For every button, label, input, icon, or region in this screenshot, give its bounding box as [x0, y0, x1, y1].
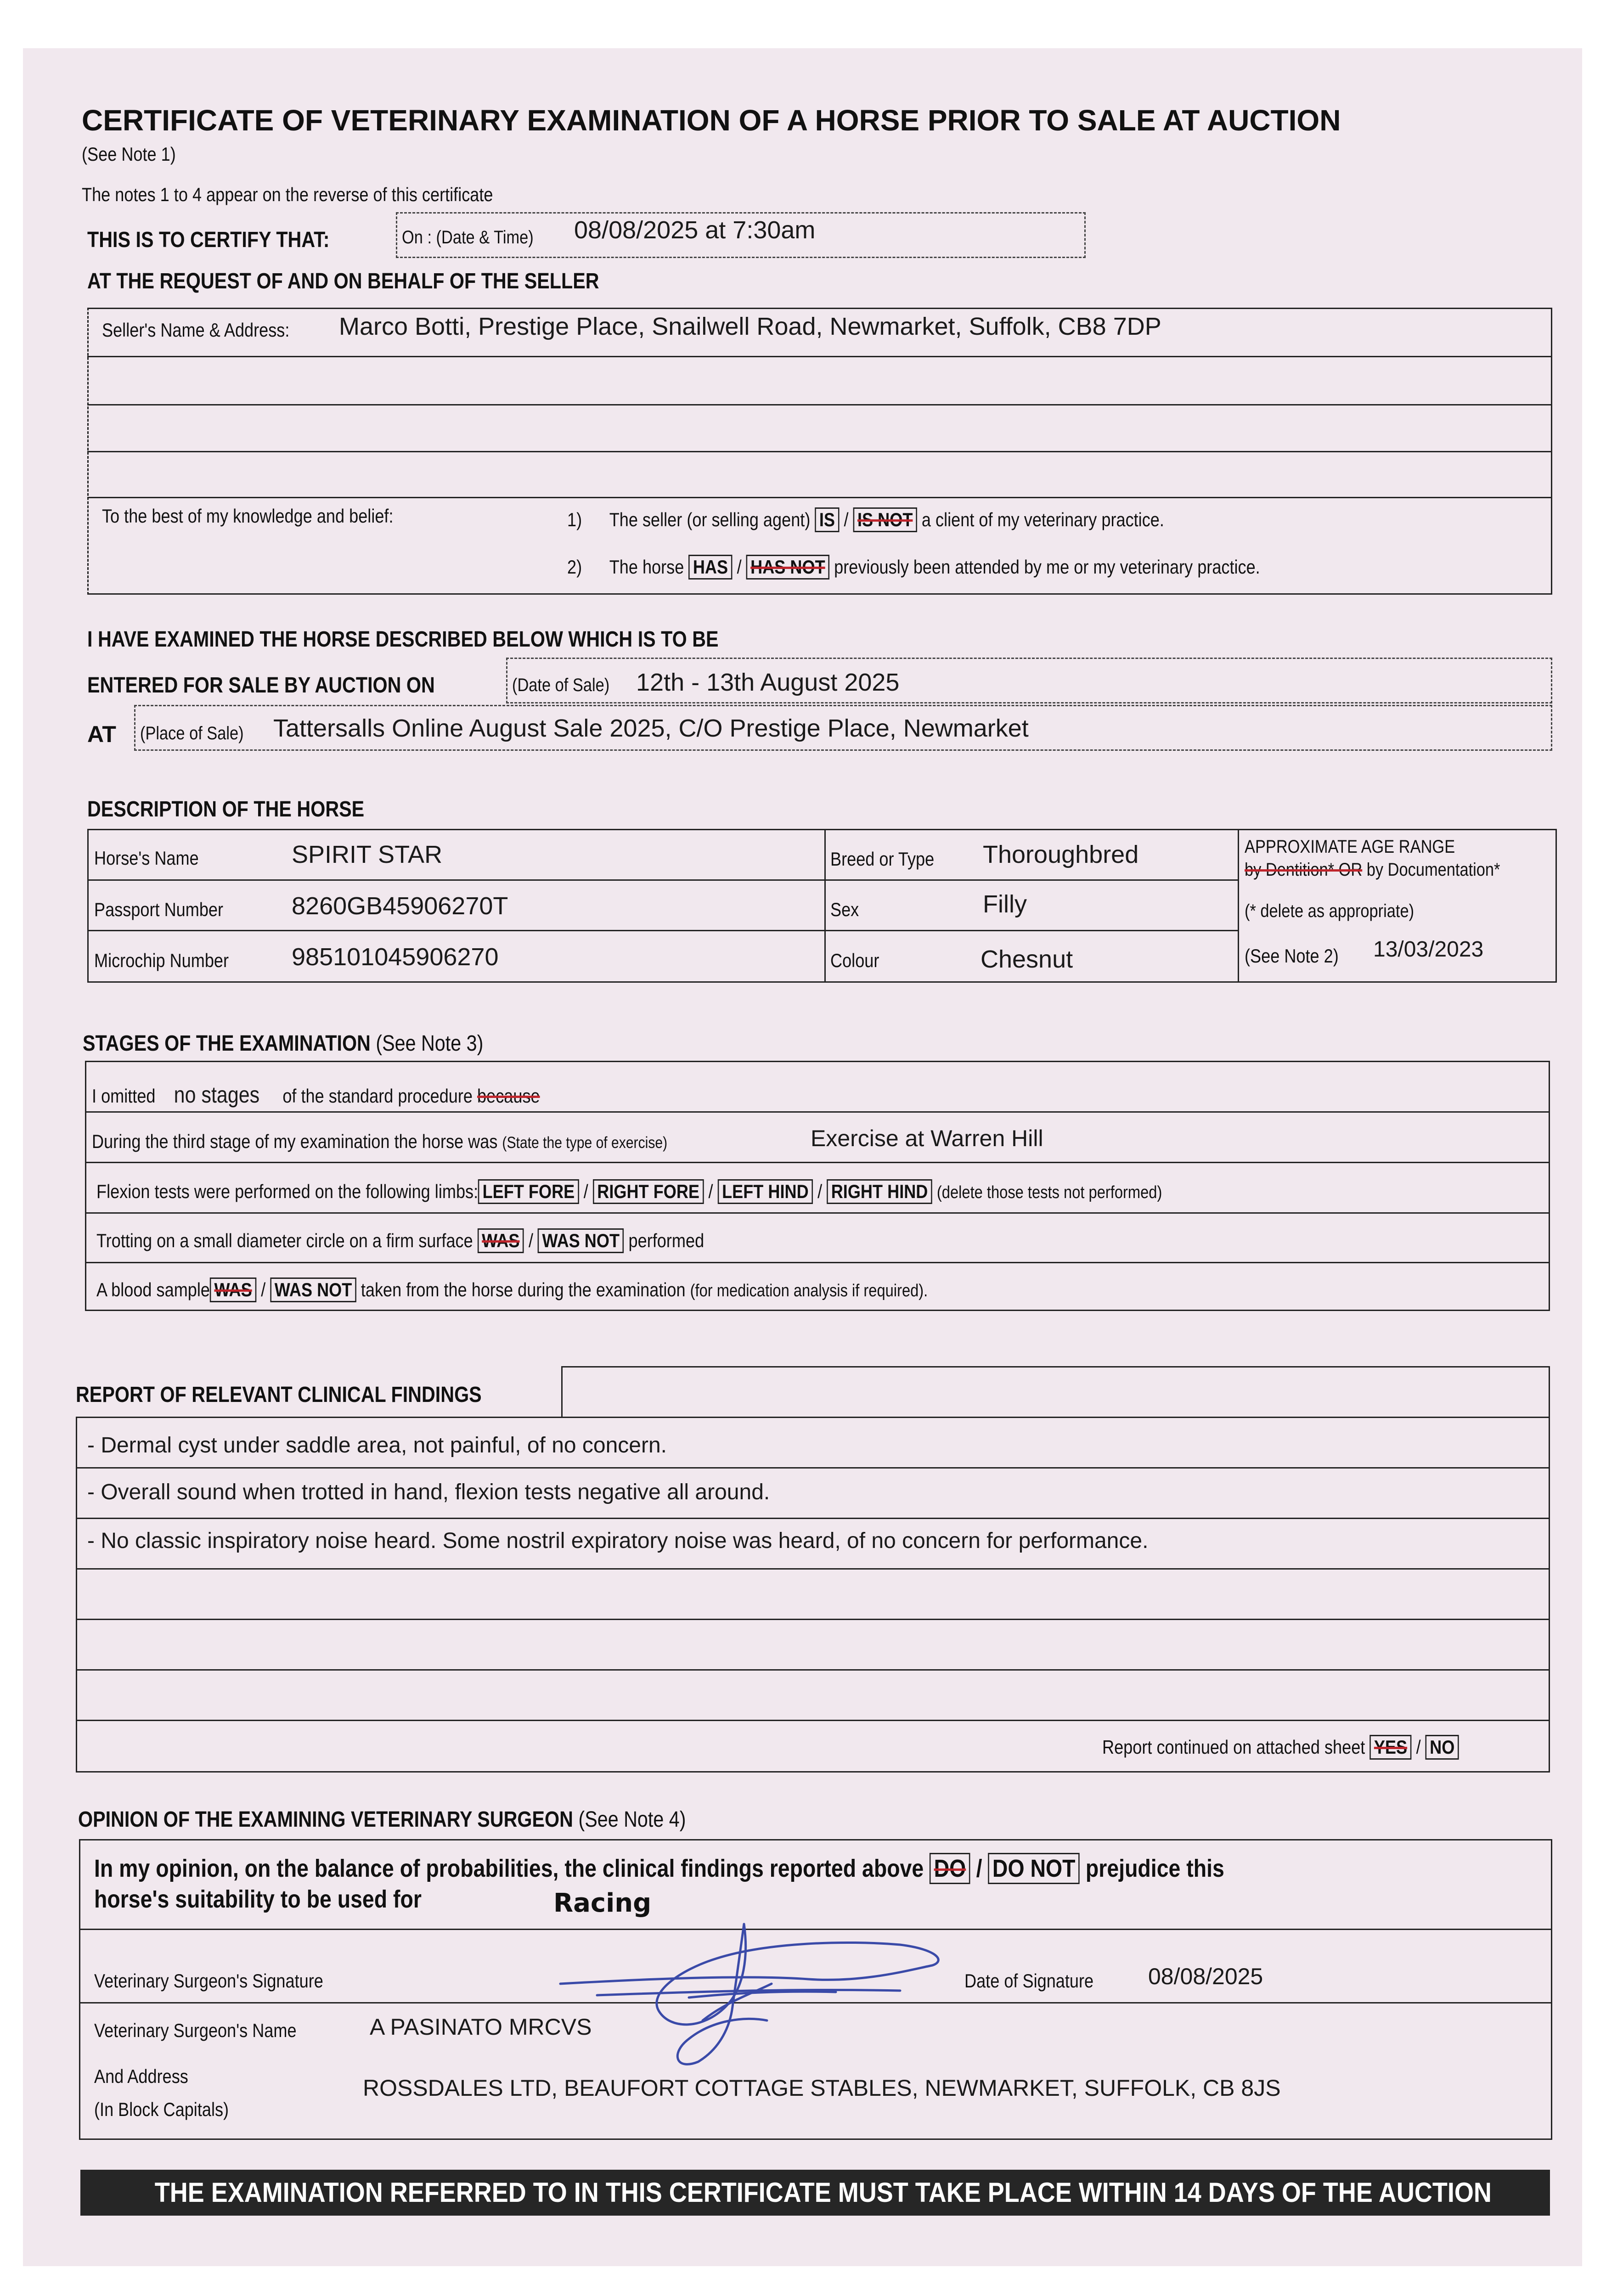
- seller-line: [87, 356, 1552, 357]
- blood-was-option: WAS: [210, 1277, 256, 1302]
- horse-has-not-option: HAS NOT: [746, 555, 829, 580]
- stages-row-line: [85, 1262, 1550, 1263]
- findings-heading: REPORT OF RELEVANT CLINICAL FINDINGS: [76, 1383, 482, 1407]
- age-see-note-2: (See Note 2): [1245, 945, 1339, 967]
- age-value: 13/03/2023: [1373, 937, 1484, 962]
- description-heading: DESCRIPTION OF THE HORSE: [87, 797, 365, 822]
- opinion-heading: OPINION OF THE EXAMINING VETERINARY SURGEON (See Note 4): [78, 1807, 686, 1832]
- notes-line: The notes 1 to 4 appear on the reverse of this certificate: [82, 184, 493, 205]
- do-option: DO: [930, 1853, 970, 1884]
- date-signature-value: 08/08/2025: [1148, 1964, 1263, 1989]
- seller-line: [87, 404, 1552, 405]
- address-label-2: (In Block Capitals): [94, 2099, 229, 2120]
- stages-row-line: [85, 1212, 1550, 1214]
- by-dentition-option: by Dentition* OR: [1245, 860, 1363, 880]
- age-method: by Dentition* OR by Documentation*: [1245, 860, 1500, 880]
- third-stage-value: Exercise at Warren Hill: [811, 1125, 1043, 1151]
- certify-label: THIS IS TO CERTIFY THAT:: [87, 228, 330, 252]
- blood-row: A blood sample WAS / WAS NOT taken from the horse during the examination (for medication analysis if required).: [96, 1277, 1063, 1302]
- vet-name-value: A PASINATO MRCVS: [370, 2014, 592, 2040]
- third-stage-row: During the third stage of my examination the horse was (State the type of exercise): [92, 1131, 668, 1152]
- seller-is-not-option: IS NOT: [853, 507, 917, 532]
- footer-banner: THE EXAMINATION REFERRED TO IN THIS CERTIFICATE MUST TAKE PLACE WITHIN 14 DAYS OF THE AUCTION: [80, 2170, 1550, 2216]
- horse-has-option: HAS: [688, 555, 732, 580]
- seller-value: Marco Botti, Prestige Place, Snailwell Road, Newmarket, Suffolk, CB8 7DP: [339, 313, 1161, 340]
- sale-place-value: Tattersalls Online August Sale 2025, C/O Prestige Place, Newmarket: [273, 715, 1029, 742]
- knowledge-item1: 1) The seller (or selling agent) IS / IS NOT a client of my veterinary practice.: [567, 507, 1262, 532]
- because-option: because: [477, 1085, 540, 1107]
- request-heading: AT THE REQUEST OF AND ON BEHALF OF THE SELLER: [87, 269, 599, 293]
- continued-yes-option: YES: [1369, 1735, 1411, 1760]
- colour-label: Colour: [830, 950, 879, 971]
- microchip-label: Microchip Number: [94, 950, 229, 971]
- omitted-row: I omitted no stages of the standard procedure because: [92, 1082, 540, 1108]
- vet-address-value: ROSSDALES LTD, BEAUFORT COTTAGE STABLES, NEWMARKET, SUFFOLK, CB 8JS: [363, 2075, 1281, 2101]
- breed-label: Breed or Type: [830, 848, 935, 870]
- seller-is-option: IS: [815, 507, 839, 532]
- omitted-value: no stages: [174, 1082, 260, 1108]
- findings-line: [76, 1568, 1550, 1570]
- seller-line: [87, 451, 1552, 452]
- findings-heading-box: [561, 1366, 1550, 1418]
- age-delete-note: (* delete as appropriate): [1245, 901, 1414, 921]
- colour-value: Chesnut: [981, 945, 1073, 973]
- right-fore-option: RIGHT FORE: [593, 1179, 704, 1204]
- sex-label: Sex: [830, 899, 859, 920]
- signature-label: Veterinary Surgeon's Signature: [94, 1970, 323, 1992]
- findings-line: [76, 1720, 1550, 1721]
- sale-date-value: 12th - 13th August 2025: [636, 669, 900, 696]
- knowledge-label: To the best of my knowledge and belief:: [102, 505, 394, 527]
- seller-label: Seller's Name & Address:: [102, 319, 290, 341]
- findings-table: [76, 1417, 1550, 1773]
- finding-line-2: - Overall sound when trotted in hand, flexion tests negative all around.: [87, 1480, 770, 1504]
- findings-line: [76, 1669, 1550, 1671]
- stages-row-line: [85, 1111, 1550, 1113]
- horse-name-value: SPIRIT STAR: [292, 841, 443, 868]
- opinion-text-line2: horse's suitability to be used for: [94, 1885, 422, 1913]
- right-hind-option: RIGHT HIND: [827, 1179, 932, 1204]
- passport-label: Passport Number: [94, 899, 224, 920]
- blood-was-not-option: WAS NOT: [270, 1277, 356, 1302]
- do-not-option: DO NOT: [988, 1853, 1080, 1884]
- finding-line-1: - Dermal cyst under saddle area, not painful, of no concern.: [87, 1433, 667, 1458]
- findings-line: [76, 1619, 1550, 1620]
- stages-row-line: [85, 1162, 1550, 1163]
- certificate-title: CERTIFICATE OF VETERINARY EXAMINATION OF A HORSE PRIOR TO SALE AT AUCTION: [82, 104, 1341, 137]
- continued-no-option: NO: [1426, 1735, 1459, 1760]
- place-of-sale-label: (Place of Sale): [140, 723, 244, 743]
- seller-line: [87, 497, 1552, 498]
- left-hind-option: LEFT HIND: [718, 1179, 813, 1204]
- horse-name-label: Horse's Name: [94, 847, 199, 869]
- on-label: On : (Date & Time): [402, 227, 534, 248]
- see-note-1: (See Note 1): [82, 143, 176, 165]
- description-row-line: [87, 879, 1238, 881]
- description-col-line: [1238, 829, 1239, 983]
- age-heading: APPROXIMATE AGE RANGE: [1245, 837, 1455, 857]
- use-value: Racing: [553, 1888, 652, 1918]
- description-row-line: [87, 930, 1238, 931]
- breed-value: Thoroughbred: [983, 841, 1139, 868]
- finding-line-3: - No classic inspiratory noise heard. Some nostril expiratory noise was heard, of no concern for performance.: [87, 1529, 1149, 1553]
- trot-row: Trotting on a small diameter circle on a firm surface WAS / WAS NOT performed: [96, 1228, 803, 1253]
- findings-line: [76, 1467, 1550, 1469]
- trot-was-not-option: WAS NOT: [538, 1228, 624, 1253]
- stages-heading: STAGES OF THE EXAMINATION (See Note 3): [83, 1031, 484, 1056]
- date-signature-label: Date of Signature: [964, 1970, 1094, 1992]
- entered-label: ENTERED FOR SALE BY AUCTION ON: [87, 673, 435, 698]
- opinion-text: In my opinion, on the balance of probabilities, the clinical findings reported above DO / DO NOT prejudice this: [94, 1853, 1408, 1884]
- passport-value: 8260GB45906270T: [292, 892, 508, 920]
- date-of-sale-label: (Date of Sale): [512, 675, 610, 695]
- findings-line: [76, 1518, 1550, 1519]
- address-label: And Address: [94, 2065, 188, 2087]
- knowledge-item2: 2) The horse HAS / HAS NOT previously been attended by me or my veterinary practice.: [567, 555, 1373, 580]
- vet-name-label: Veterinary Surgeon's Name: [94, 2020, 297, 2041]
- at-label: AT: [87, 721, 116, 747]
- flexion-row: Flexion tests were performed on the following limbs: LEFT FORE / RIGHT FORE / LEFT HIND / RIGHT HIND (delete those tests not performed): [96, 1179, 1336, 1204]
- sex-value: Filly: [983, 890, 1027, 918]
- vet-signature: [551, 1915, 955, 2071]
- microchip-value: 985101045906270: [292, 943, 499, 971]
- exam-datetime: 08/08/2025 at 7:30am: [574, 216, 816, 244]
- examined-heading: I HAVE EXAMINED THE HORSE DESCRIBED BELOW WHICH IS TO BE: [87, 627, 719, 652]
- left-fore-option: LEFT FORE: [478, 1179, 579, 1204]
- continued-row: Report continued on attached sheet YES / NO: [1102, 1735, 1517, 1760]
- description-col-line: [824, 829, 826, 983]
- trot-was-option: WAS: [478, 1228, 524, 1253]
